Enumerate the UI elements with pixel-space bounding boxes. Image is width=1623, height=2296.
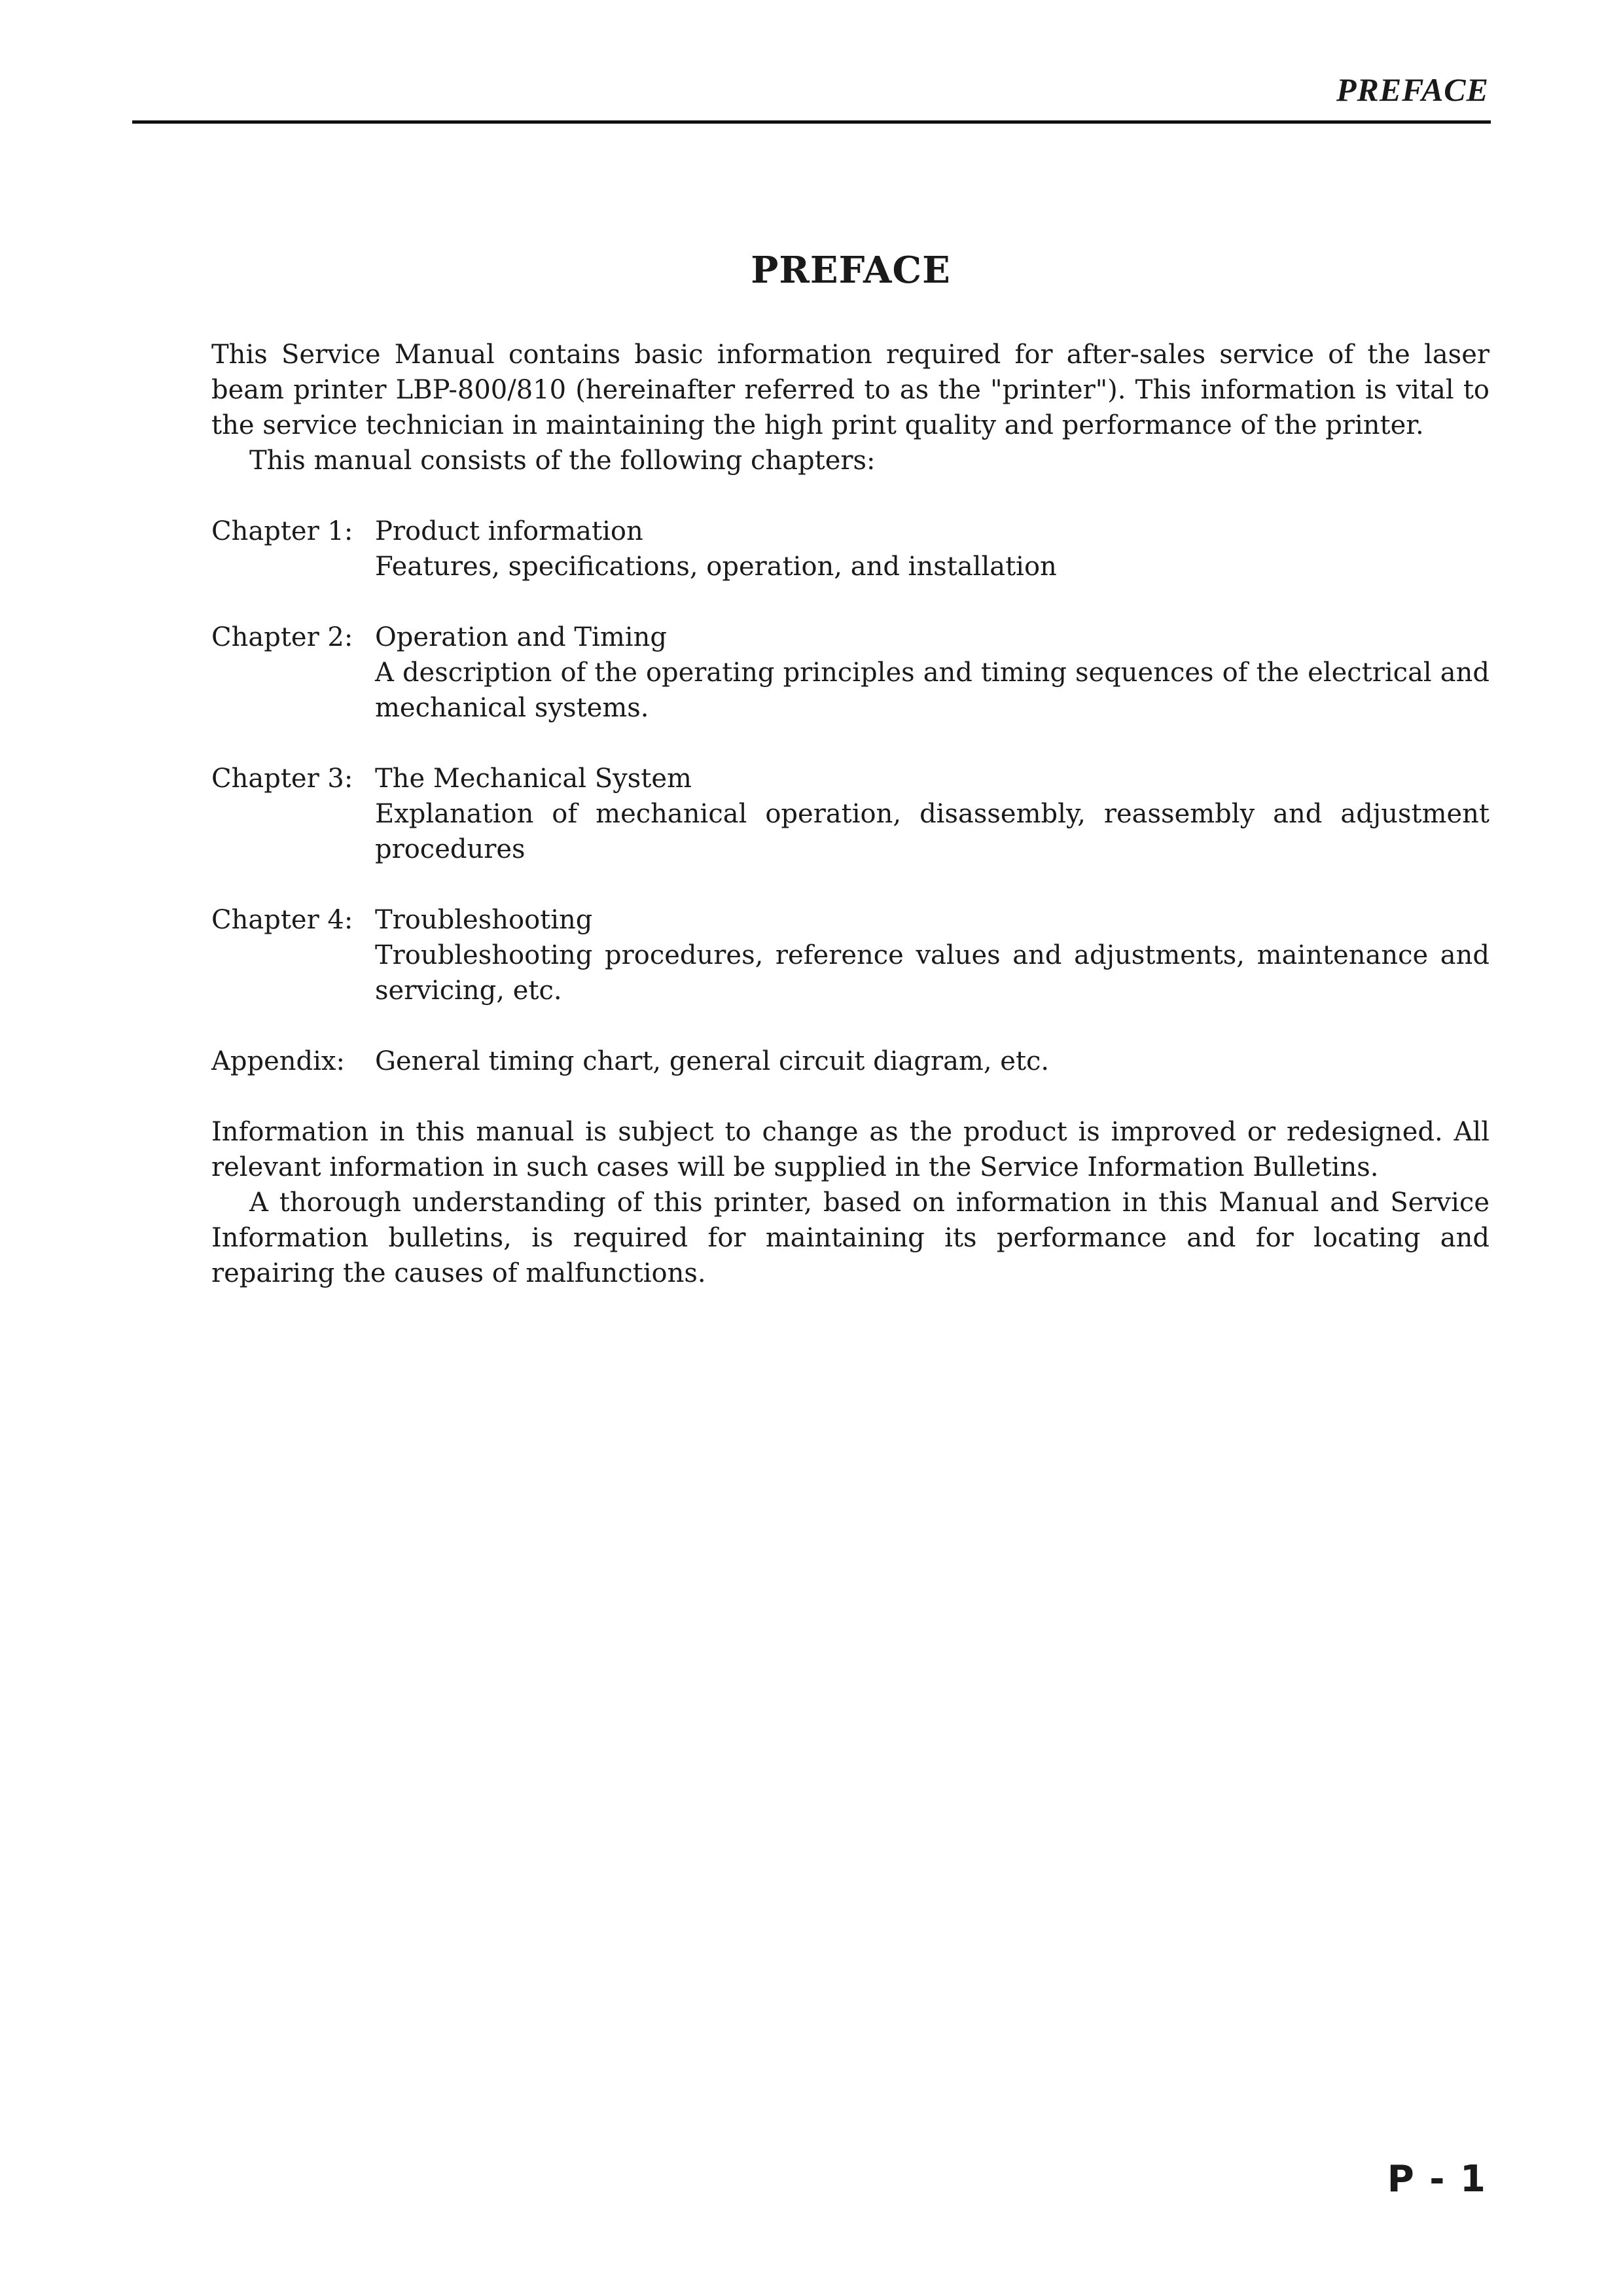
chapter-description: Features, specifications, operation, and installation [375,552,1057,582]
chapter-list [211,514,1489,1079]
chapter-entry [211,761,1489,867]
chapter-description: A description of the operating principles and timing sequences of the electrical and mechanical systems. [375,658,1489,723]
chapter-label: Chapter 3: [211,764,353,794]
closing-paragraph-understanding: A thorough understanding of this printer, based on information in this Manual and Service Information bulletins, is required for maintaining its performance and for locating and repairing the causes of malfunctions. [211,1188,1489,1288]
appendix-entry [211,1044,1489,1079]
chapter-title: Operation and Timing [375,622,667,652]
appendix-title: General timing chart, general circuit diagram, etc. [375,1046,1050,1076]
chapter-description: Troubleshooting procedures, reference values and adjustments, maintenance and servicing, etc. [375,940,1489,1006]
closing-paragraph: Information in this manual is subject to change as the product is improved or redesigned. All relevant information in such cases will be supplied in the Service Information Bulletins. [211,1117,1489,1182]
chapter-label: Chapter 1: [211,516,353,546]
chapter-entry [211,902,1489,1008]
preface-content [211,337,1489,1291]
running-header-title: PREFACE [1336,71,1489,108]
page-number: P - 1 [1387,2158,1487,2200]
intro-paragraph: This Service Manual contains basic information required for after-sales service of the laser beam printer LBP-800/810 (hereinafter referred to as the "printer"). This information is vital to the service technician in maintaining the high print quality and performance of the printer. [211,340,1489,440]
chapter-label: Chapter 2: [211,622,353,652]
header-rule [132,120,1491,124]
intro-chapters-lead: This manual consists of the following chapters: [249,446,876,476]
chapter-entry [211,620,1489,726]
appendix-label: Appendix: [211,1046,345,1076]
chapter-entry [211,514,1489,584]
chapter-title: The Mechanical System [375,764,692,794]
chapter-title: Troubleshooting [375,905,593,935]
chapter-label: Chapter 4: [211,905,353,935]
page-title: PREFACE [751,248,951,292]
chapter-title: Product information [375,516,643,546]
chapter-description: Explanation of mechanical operation, disassembly, reassembly and adjustment procedures [375,799,1489,864]
